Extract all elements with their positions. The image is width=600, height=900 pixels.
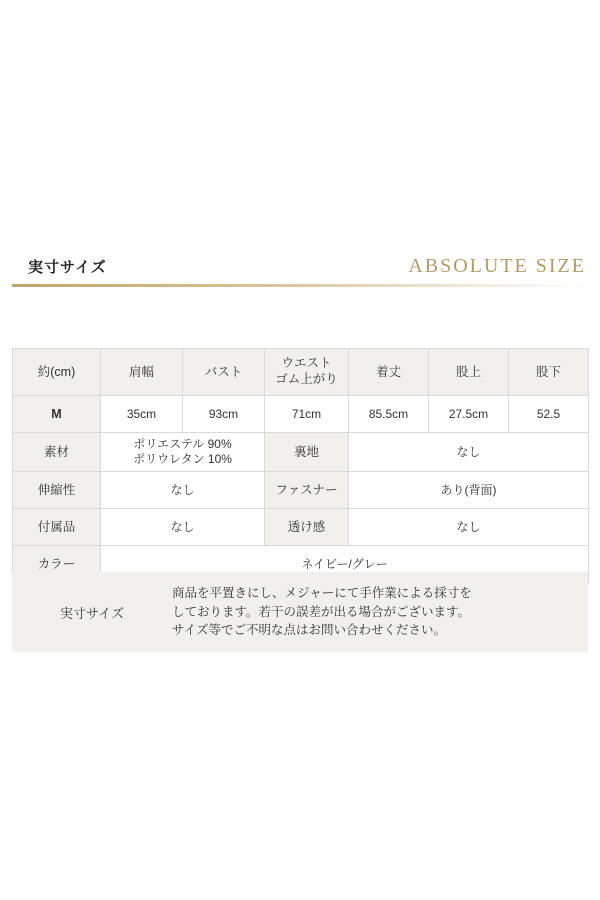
- column-header-shoulder: 肩幅: [101, 349, 183, 396]
- cell-lining-value: なし: [349, 433, 589, 472]
- row-label-zipper: ファスナー: [265, 472, 349, 509]
- table-row: [13, 472, 589, 509]
- note-line-3: サイズ等でご不明な点はお問い合わせください。: [172, 623, 447, 638]
- column-header-unit: 約(cm): [13, 349, 101, 396]
- header-divider: [12, 284, 588, 287]
- row-label-sheer: 透け感: [265, 509, 349, 546]
- column-header-inseam: 股下: [509, 349, 589, 396]
- cell-material-value: [101, 433, 265, 472]
- header-subtitle: ABSOLUTE SIZE: [408, 254, 586, 277]
- cell-shoulder: 35cm: [101, 396, 183, 433]
- header-bar: [12, 248, 588, 284]
- table-row: [13, 396, 589, 433]
- cell-inseam: 52.5: [509, 396, 589, 433]
- material-line1: ポリエステル 90%: [133, 437, 232, 451]
- table-header-row: [13, 349, 589, 396]
- cell-size-m: M: [13, 396, 101, 433]
- cell-rise: 27.5cm: [429, 396, 509, 433]
- cell-accessory-value: なし: [101, 509, 265, 546]
- column-header-waist-line2: ゴム上がり: [275, 372, 338, 386]
- material-line2: ポリウレタン 10%: [133, 452, 232, 466]
- note-body: [172, 584, 484, 640]
- row-label-color: カラー: [13, 546, 101, 583]
- cell-stretch-value: なし: [101, 472, 265, 509]
- spec-table-container: [12, 348, 588, 583]
- section-header: [0, 248, 600, 296]
- cell-waist: 71cm: [265, 396, 349, 433]
- cell-color-value: ネイビー/グレー: [101, 546, 589, 583]
- note-line-1: 商品を平置きにし、メジャーにて手作業による採寸を: [172, 585, 472, 600]
- row-label-accessory: 付属品: [13, 509, 101, 546]
- column-header-waist-line1: ウエスト: [281, 356, 332, 371]
- note-label: 実寸サイズ: [60, 605, 124, 621]
- note-line-2: しております。若干の誤差が出る場合がございます。: [172, 604, 471, 619]
- page-title: 実寸サイズ: [28, 258, 107, 276]
- table-row: [13, 433, 589, 472]
- column-header-bust: バスト: [183, 349, 265, 396]
- column-header-waist: [265, 349, 349, 396]
- row-label-stretch: 伸縮性: [13, 472, 101, 509]
- spec-table: [12, 348, 589, 583]
- cell-bust: 93cm: [183, 396, 265, 433]
- column-header-rise: 股上: [429, 349, 509, 396]
- cell-length: 85.5cm: [349, 396, 429, 433]
- measurement-note: [12, 572, 588, 652]
- table-row: [13, 509, 589, 546]
- row-label-material: 素材: [13, 433, 101, 472]
- cell-sheer-value: なし: [349, 509, 589, 546]
- cell-zipper-value: あり(背面): [349, 472, 589, 509]
- row-label-lining: 裏地: [265, 433, 349, 472]
- column-header-length: 着丈: [349, 349, 429, 396]
